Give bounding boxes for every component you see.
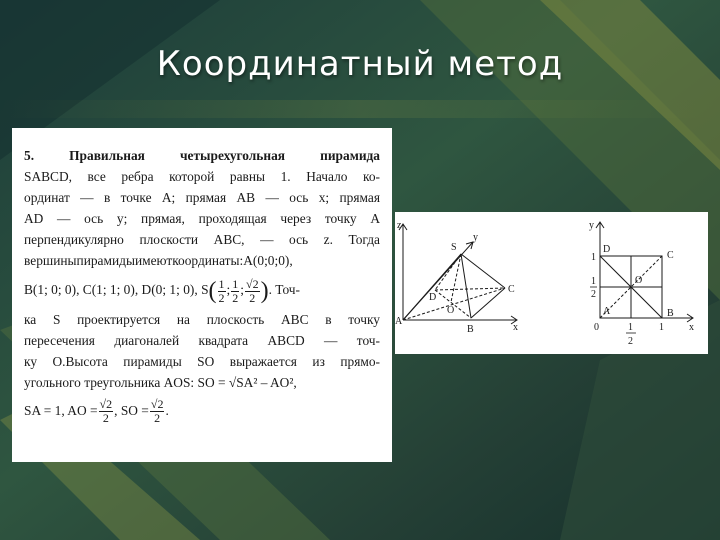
- x-label-3d: x: [513, 322, 518, 333]
- problem-line-11: [24, 373, 380, 394]
- z-label: z: [397, 220, 402, 231]
- ao-fraction: $\frac{√2}{2}$: [99, 397, 113, 426]
- problem-line-2: SABCD, все ребра которой равны 1. Начало ко-: [24, 168, 380, 184]
- c-label-3d: C: [508, 284, 515, 295]
- b-label-3d: B: [467, 324, 474, 335]
- o-label-2d: O: [635, 275, 643, 286]
- problem-line-6: вершиныпирамидыимеюткоординаты:A(0;0;0),: [24, 252, 293, 268]
- pyramid-figure: [395, 212, 708, 354]
- edge-sc: [461, 254, 505, 288]
- y-label-2d: y: [589, 220, 594, 231]
- tick-y-half-num: 1: [591, 276, 596, 287]
- s-y-fraction: $\frac{1}{2}$: [232, 276, 239, 305]
- so-label: SO =: [120, 402, 149, 418]
- origin-zero: 0: [594, 322, 599, 333]
- line7-suffix: . Точ-: [268, 282, 300, 298]
- tick-x-half-num: 1: [628, 322, 633, 333]
- paren-close: ): [260, 278, 269, 305]
- problem-line-7: [24, 271, 380, 310]
- y-label-3d: y: [473, 232, 478, 243]
- coords-bcd: B(1; 0; 0), C(1; 1; 0), D(0; 1; 0),: [24, 282, 198, 298]
- problem-line-8: ка S проектируется на плоскость ABC в точку: [24, 312, 380, 328]
- a-label-3d: A: [395, 316, 403, 327]
- a-label-2d: A: [603, 306, 611, 317]
- point-s-label: S: [201, 282, 209, 298]
- so-formula: SO = √SA² – AO²,: [197, 375, 297, 391]
- problem-line-5: перпендикулярно плоскости ABC, — ось z. Тогда: [24, 231, 380, 247]
- d-label-2d: D: [603, 244, 611, 255]
- problem-line-3: ординат — в точке A; прямая AB — ось x; прямая: [24, 189, 380, 205]
- ao-label: AO =: [67, 402, 98, 418]
- b-label-2d: B: [667, 308, 674, 319]
- c-label-2d: C: [667, 250, 674, 261]
- comma: ,: [114, 402, 118, 418]
- problem-text-panel: [12, 128, 392, 462]
- o-label-3d: O: [447, 305, 455, 316]
- triangle-aos-text: угольного треугольника AOS:: [24, 375, 195, 391]
- so-fraction: $\frac{√2}{2}$: [150, 397, 164, 426]
- tick-y-half-den: 2: [591, 289, 596, 300]
- figures-panel: [395, 212, 708, 354]
- sep-1: ;: [226, 282, 231, 298]
- tick-y-one: 1: [591, 252, 596, 263]
- d-label-3d: D: [429, 292, 437, 303]
- edge-sd: [435, 254, 461, 290]
- edge-bc: [471, 288, 505, 318]
- problem-line-1: 5. Правильная четырехугольная пирамида: [24, 148, 380, 163]
- tick-x-half-den: 2: [628, 336, 633, 347]
- sa-value: SA = 1,: [24, 402, 65, 418]
- problem-line-12: [24, 394, 380, 428]
- edge-sb: [461, 254, 471, 318]
- tick-x-one: 1: [659, 322, 664, 333]
- paren-open: (: [208, 278, 217, 305]
- problem-line-10: ку O.Высота пирамиды SO выражается из прямо-: [24, 354, 380, 370]
- s-x-fraction: $\frac{1}{2}$: [218, 276, 225, 305]
- slide-title: Координатный метод: [156, 44, 564, 84]
- s-z-fraction: $\frac{√2}{2}$: [245, 276, 259, 305]
- sep-2: ;: [240, 282, 244, 298]
- period: .: [165, 402, 169, 418]
- edge-dc: [435, 288, 505, 290]
- problem-line-9: пересечения диагоналей квадрата ABCD — точ-: [24, 333, 380, 349]
- s-label: S: [451, 242, 457, 253]
- problem-line-4: AD — ось y; прямая, проходящая через точку A: [24, 210, 380, 226]
- x-label-2d: x: [689, 322, 694, 333]
